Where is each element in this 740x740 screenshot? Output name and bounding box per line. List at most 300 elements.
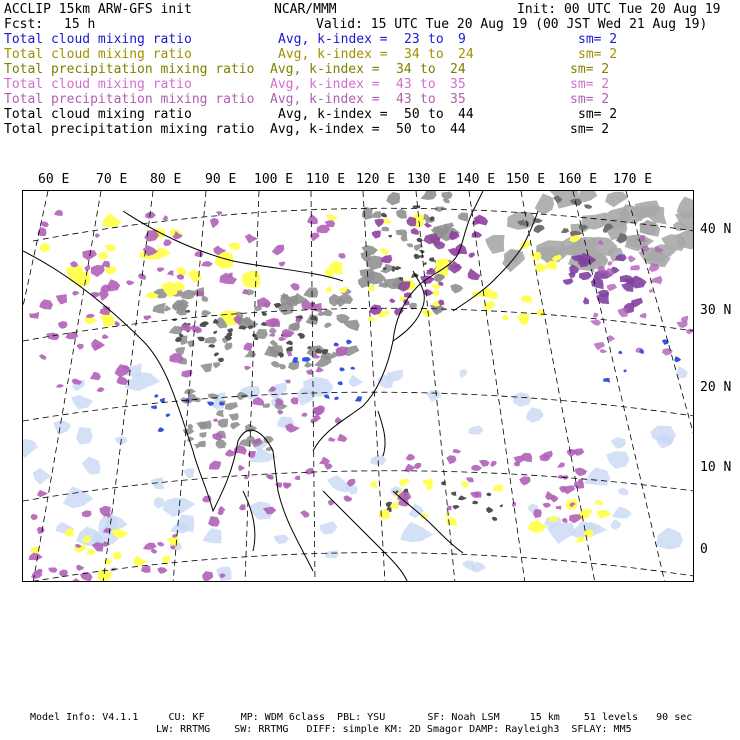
cloud-patch — [213, 331, 217, 335]
cloud-patch — [621, 282, 633, 292]
cloud-patch — [623, 370, 627, 373]
cloud-patch — [37, 490, 48, 497]
cloud-patch — [326, 287, 333, 293]
lon-label: 90 E — [205, 172, 237, 187]
coastline-path — [378, 411, 385, 456]
legend-sm: sm= 2 — [578, 47, 618, 62]
cloud-patch — [208, 344, 215, 348]
cloud-patch — [579, 272, 592, 280]
legend-name: Total precipitation mixing ratio — [4, 122, 255, 137]
lon-label: 100 E — [254, 172, 294, 187]
cloud-patch — [628, 255, 636, 262]
cloud-patch — [187, 424, 193, 429]
lon-label: 170 E — [613, 172, 653, 187]
cloud-patch — [114, 321, 119, 326]
cloud-patch — [90, 372, 101, 380]
center-label: NCAR/MMM — [274, 2, 337, 17]
init-time: Init: 00 UTC Tue 20 Aug 19 — [517, 2, 721, 17]
cloud-patch — [574, 481, 584, 489]
cloud-patch — [166, 414, 171, 418]
cloud-patch — [399, 479, 410, 487]
cloud-patch — [559, 486, 567, 493]
cloud-patch — [227, 328, 233, 333]
cloud-patch — [351, 367, 356, 370]
cloud-patch — [297, 333, 305, 339]
cloud-patch — [144, 230, 159, 241]
cloud-patch — [196, 422, 207, 430]
cloud-patch — [420, 191, 436, 200]
cloud-patch — [407, 243, 414, 247]
model-info-line2: LW: RRTMG SW: RRTMG DIFF: simple KM: 2D Smagor DAMP: Rayleigh3 SFLAY: MM5 — [156, 724, 632, 735]
cloud-fields — [23, 191, 694, 582]
cloud-patch — [603, 378, 610, 383]
cloud-patch — [630, 265, 640, 270]
cloud-patch — [347, 479, 356, 487]
cloud-patch — [208, 516, 220, 527]
cloud-patch — [320, 521, 338, 534]
cloud-patch — [517, 313, 529, 325]
cloud-patch — [389, 298, 395, 303]
cloud-patch — [101, 213, 121, 227]
cloud-patch — [472, 231, 483, 238]
legend-from: 50 — [396, 122, 412, 137]
cloud-patch — [102, 334, 109, 339]
cloud-patch — [468, 268, 481, 280]
cloud-patch — [479, 460, 490, 467]
cloud-patch — [225, 343, 233, 351]
coastline-path — [243, 491, 255, 551]
cloud-patch — [277, 410, 283, 415]
cloud-patch — [157, 542, 164, 547]
cloud-patch — [386, 192, 400, 205]
cloud-patch — [414, 254, 421, 260]
legend-to-word: to — [420, 62, 436, 77]
cloud-patch — [95, 233, 100, 238]
cloud-patch — [216, 410, 224, 417]
cloud-patch — [549, 515, 559, 521]
cloud-patch — [48, 567, 57, 572]
cloud-patch — [639, 349, 644, 354]
legend-name: Total cloud mixing ratio — [4, 32, 192, 47]
cloud-patch — [322, 309, 332, 317]
cloud-patch — [442, 199, 449, 203]
cloud-patch — [396, 209, 407, 219]
cloud-patch — [53, 421, 71, 436]
cloud-patch — [184, 389, 196, 395]
cloud-patch — [239, 504, 246, 510]
cloud-patch — [446, 455, 456, 464]
cloud-patch — [154, 248, 170, 259]
legend-from: 34 — [404, 47, 420, 62]
cloud-patch — [218, 358, 224, 362]
cloud-patch — [76, 344, 83, 350]
cloud-patch — [86, 549, 95, 556]
legend-to-word: to — [428, 32, 444, 47]
cloud-patch — [568, 272, 575, 278]
cloud-patch — [210, 218, 219, 228]
cloud-patch — [63, 486, 93, 508]
fcst-label: Fcst: — [4, 17, 44, 32]
cloud-patch — [324, 323, 332, 329]
cloud-patch — [244, 343, 253, 351]
cloud-patch — [200, 363, 212, 372]
cloud-patch — [593, 313, 598, 318]
cloud-patch — [381, 227, 389, 232]
cloud-patch — [91, 339, 105, 351]
legend-to: 44 — [450, 122, 466, 137]
cloud-patch — [426, 390, 441, 402]
cloud-patch — [269, 328, 277, 334]
model-info-line1: Model Info: V4.1.1 CU: KF MP: WDM 6class PBL: YSU SF: Noah LSM 15 km 51 levels 90 sec — [30, 712, 693, 723]
legend-avg: Avg, k-index = — [270, 62, 380, 77]
cloud-patch — [163, 239, 172, 246]
map-panel — [22, 190, 694, 582]
cloud-patch — [216, 439, 227, 449]
cloud-patch — [561, 228, 570, 233]
cloud-patch — [452, 505, 459, 509]
legend-from: 43 — [396, 77, 412, 92]
cloud-patch — [349, 375, 363, 387]
cloud-patch — [583, 297, 589, 305]
cloud-patch — [337, 434, 348, 442]
cloud-patch — [264, 436, 275, 443]
cloud-patch — [86, 314, 95, 318]
cloud-patch — [39, 243, 50, 252]
cloud-patch — [450, 284, 463, 294]
cloud-patch — [458, 213, 469, 222]
cloud-patch — [325, 550, 338, 558]
cloud-patch — [468, 426, 484, 435]
cloud-patch — [91, 265, 105, 277]
cloud-patch — [590, 320, 601, 326]
cloud-patch — [562, 518, 568, 523]
cloud-patch — [113, 552, 122, 560]
cloud-patch — [530, 252, 541, 260]
cloud-patch — [584, 467, 610, 485]
cloud-patch — [370, 481, 377, 488]
cloud-patch — [167, 270, 174, 275]
legend-to-word: to — [420, 77, 436, 92]
cloud-patch — [220, 273, 238, 285]
cloud-patch — [500, 504, 503, 507]
cloud-patch — [451, 492, 456, 496]
legend-name: Total cloud mixing ratio — [4, 107, 192, 122]
cloud-patch — [96, 387, 104, 392]
legend-sm: sm= 2 — [570, 77, 610, 92]
cloud-patch — [162, 215, 168, 220]
cloud-patch — [556, 505, 562, 510]
cloud-patch — [73, 578, 81, 582]
cloud-patch — [214, 353, 219, 357]
cloud-patch — [315, 366, 324, 372]
legend-avg: Avg, k-index = — [270, 77, 380, 92]
cloud-patch — [492, 517, 497, 521]
legend-sm: sm= 2 — [570, 122, 610, 137]
cloud-patch — [381, 255, 392, 263]
cloud-patch — [372, 231, 381, 239]
cloud-patch — [230, 422, 240, 430]
cloud-patch — [416, 238, 423, 243]
lon-label: 130 E — [407, 172, 447, 187]
cloud-patch — [575, 468, 588, 477]
cloud-patch — [426, 486, 433, 490]
cloud-patch — [446, 517, 457, 526]
cloud-patch — [485, 235, 505, 254]
cloud-patch — [290, 283, 300, 291]
lon-label: 110 E — [306, 172, 346, 187]
cloud-patch — [605, 192, 628, 208]
cloud-patch — [617, 308, 628, 317]
cloud-patch — [591, 278, 604, 290]
legend-to-word: to — [428, 47, 444, 62]
cloud-patch — [334, 397, 339, 401]
cloud-patch — [339, 367, 345, 371]
cloud-patch — [204, 337, 217, 344]
legend-sm: sm= 2 — [570, 62, 610, 77]
cloud-patch — [662, 339, 669, 344]
cloud-patch — [432, 291, 440, 296]
cloud-patch — [76, 565, 84, 571]
cloud-patch — [486, 507, 493, 513]
lat-label: 20 N — [700, 380, 732, 395]
cloud-patch — [493, 485, 503, 492]
cloud-patch — [662, 348, 673, 355]
legend-avg: Avg, k-index = — [278, 47, 388, 62]
cloud-patch — [238, 465, 245, 472]
cloud-patch — [453, 449, 461, 454]
cloud-patch — [400, 522, 433, 543]
cloud-patch — [468, 253, 475, 258]
cloud-patch — [162, 555, 171, 563]
cloud-patch — [272, 245, 285, 256]
cloud-patch — [401, 235, 408, 242]
cloud-patch — [213, 362, 221, 368]
cloud-patch — [304, 361, 313, 368]
cloud-patch — [472, 501, 478, 505]
cloud-patch — [304, 468, 314, 475]
cloud-patch — [80, 572, 93, 581]
cloud-patch — [85, 317, 98, 324]
cloud-patch — [339, 253, 346, 259]
cloud-patch — [543, 503, 551, 508]
cloud-patch — [126, 280, 134, 285]
cloud-patch — [429, 257, 435, 262]
cloud-patch — [183, 468, 195, 478]
cloud-patch — [76, 427, 93, 444]
cloud-patch — [595, 500, 604, 506]
cloud-patch — [649, 289, 654, 293]
legend-to: 44 — [458, 107, 474, 122]
legend-to-word: to — [428, 107, 444, 122]
legend-sm: sm= 2 — [578, 107, 618, 122]
cloud-patch — [228, 243, 240, 251]
cloud-patch — [244, 350, 256, 358]
cloud-patch — [306, 369, 313, 375]
cloud-patch — [513, 392, 532, 407]
cloud-patch — [33, 468, 53, 485]
cloud-patch — [421, 310, 433, 318]
cloud-patch — [406, 454, 416, 461]
cloud-patch — [279, 261, 285, 266]
cloud-patch — [141, 566, 151, 573]
cloud-patch — [325, 215, 339, 222]
cloud-patch — [676, 321, 687, 329]
cloud-patch — [202, 295, 209, 302]
cloud-patch — [521, 295, 532, 303]
cloud-patch — [346, 340, 352, 345]
cloud-patch — [71, 395, 93, 410]
cloud-patch — [54, 210, 63, 216]
cloud-patch — [151, 405, 157, 409]
cloud-patch — [72, 291, 79, 296]
cloud-patch — [91, 292, 101, 298]
cloud-patch — [217, 419, 228, 428]
cloud-patch — [446, 506, 451, 511]
cloud-patch — [157, 567, 167, 574]
cloud-patch — [283, 483, 291, 489]
cloud-patch — [490, 461, 496, 467]
cloud-patch — [104, 244, 116, 251]
cloud-patch — [39, 354, 47, 360]
cloud-patch — [394, 266, 402, 270]
cloud-patch — [271, 361, 280, 368]
cloud-patch — [244, 366, 251, 370]
cloud-patch — [257, 297, 271, 307]
lon-label: 140 E — [456, 172, 496, 187]
legend-name: Total cloud mixing ratio — [4, 47, 192, 62]
cloud-patch — [134, 556, 147, 566]
cloud-patch — [674, 356, 681, 362]
cloud-patch — [584, 204, 592, 208]
cloud-patch — [29, 312, 39, 319]
legend-to-word: to — [420, 92, 436, 107]
cloud-patch — [245, 234, 258, 244]
cloud-patch — [338, 381, 343, 385]
cloud-patch — [229, 413, 239, 421]
legend-name: Total precipitation mixing ratio — [4, 92, 255, 107]
cloud-patch — [56, 294, 67, 304]
legend-from: 34 — [396, 62, 412, 77]
cloud-patch — [300, 510, 310, 517]
cloud-patch — [179, 333, 184, 338]
cloud-patch — [388, 235, 392, 238]
cloud-patch — [98, 252, 108, 260]
cloud-patch — [344, 495, 353, 502]
cloud-patch — [423, 289, 433, 296]
cloud-patch — [307, 214, 318, 224]
cloud-patch — [597, 510, 612, 519]
cloud-patch — [368, 284, 374, 291]
cloud-patch — [307, 346, 311, 349]
cloud-patch — [423, 479, 433, 487]
cloud-patch — [202, 571, 213, 582]
cloud-patch — [458, 495, 467, 500]
cloud-patch — [424, 262, 427, 265]
cloud-patch — [618, 488, 628, 496]
cloud-patch — [547, 523, 577, 544]
legend-from: 23 — [404, 32, 420, 47]
cloud-patch — [334, 342, 339, 346]
cloud-patch — [471, 465, 482, 471]
cloud-patch — [203, 528, 222, 543]
cloud-patch — [274, 535, 289, 544]
cloud-patch — [201, 261, 213, 266]
cloud-patch — [432, 305, 447, 315]
cloud-patch — [640, 313, 647, 319]
legend-from: 50 — [404, 107, 420, 122]
cloud-patch — [442, 192, 453, 200]
cloud-patch — [152, 303, 165, 314]
cloud-patch — [302, 413, 308, 417]
cloud-patch — [656, 527, 683, 549]
cloud-patch — [209, 461, 221, 470]
cloud-patch — [611, 437, 627, 449]
cloud-patch — [225, 449, 235, 456]
cloud-patch — [270, 340, 278, 347]
legend-to: 35 — [450, 77, 466, 92]
lat-label: 40 N — [700, 222, 732, 237]
lon-label: 120 E — [356, 172, 396, 187]
legend-from: 43 — [396, 92, 412, 107]
map-canvas — [23, 191, 694, 582]
cloud-patch — [266, 474, 272, 479]
legend-to: 9 — [458, 32, 466, 47]
cloud-patch — [213, 418, 218, 422]
cloud-patch — [379, 248, 389, 255]
lon-label: 150 E — [506, 172, 546, 187]
model-title: ACCLIP 15km ARW-GFS init — [4, 2, 192, 17]
cloud-patch — [502, 315, 509, 321]
cloud-patch — [183, 428, 195, 435]
cloud-patch — [41, 221, 49, 227]
cloud-patch — [367, 317, 375, 322]
cloud-patch — [82, 457, 101, 475]
cloud-patch — [201, 310, 211, 317]
cloud-patch — [563, 278, 574, 285]
cloud-patch — [470, 491, 479, 498]
cloud-patch — [39, 299, 53, 309]
cloud-patch — [466, 477, 474, 482]
cloud-patch — [242, 289, 248, 294]
cloud-patch — [608, 261, 613, 266]
cloud-patch — [317, 225, 330, 233]
cloud-patch — [328, 437, 336, 442]
cloud-patch — [56, 384, 64, 388]
cloud-patch — [600, 349, 608, 353]
cloud-patch — [275, 483, 282, 488]
cloud-patch — [612, 507, 632, 519]
lon-label: 160 E — [558, 172, 598, 187]
legend-avg: Avg, k-index = — [270, 92, 380, 107]
cloud-patch — [197, 337, 205, 342]
cloud-patch — [569, 514, 582, 523]
cloud-patch — [143, 543, 157, 550]
cloud-patch — [157, 267, 165, 272]
cloud-patch — [606, 284, 617, 291]
cloud-patch — [82, 510, 92, 517]
legend-sm: sm= 2 — [578, 32, 618, 47]
cloud-patch — [486, 493, 491, 497]
cloud-patch — [420, 276, 435, 285]
cloud-patch — [157, 427, 164, 432]
latitude-line — [23, 553, 694, 582]
legend-sm: sm= 2 — [570, 92, 610, 107]
cloud-patch — [117, 375, 129, 385]
fcst-value: 15 h — [64, 17, 96, 32]
cloud-patch — [460, 481, 468, 488]
cloud-patch — [355, 396, 362, 401]
cloud-patch — [686, 329, 694, 334]
